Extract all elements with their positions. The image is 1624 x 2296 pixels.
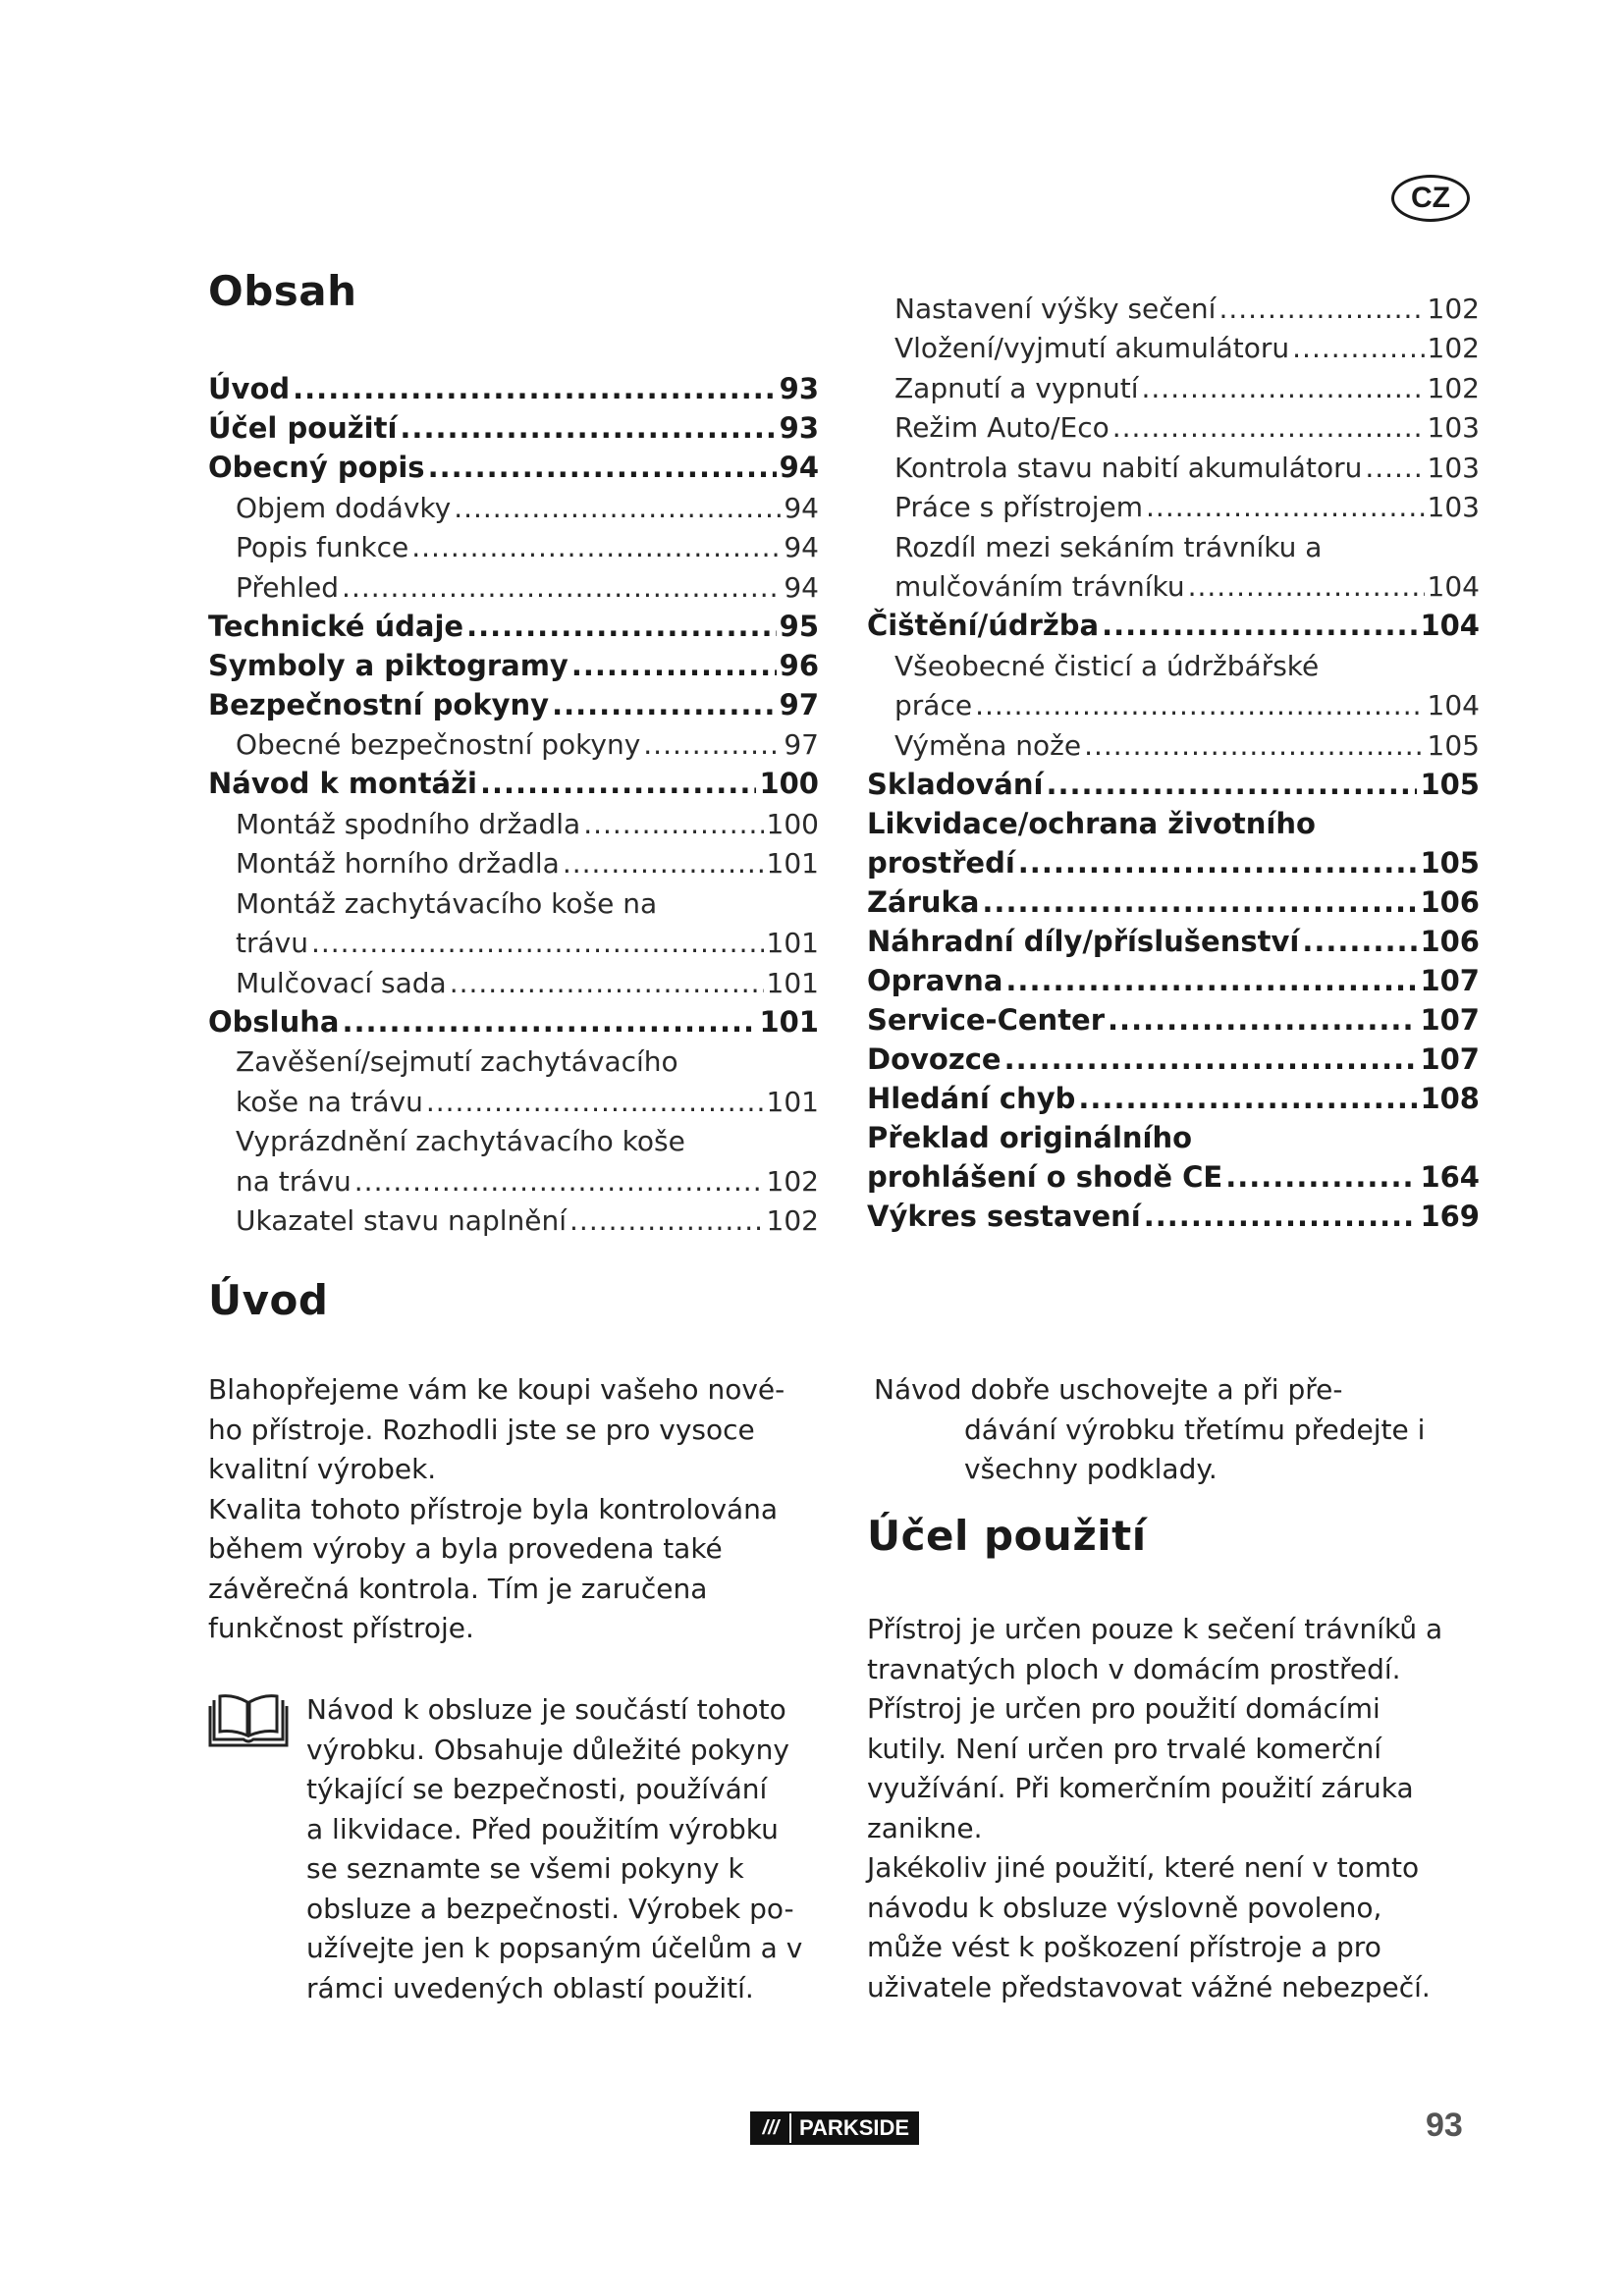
text-line: Jakékoliv jiné použití, které není v tomto bbox=[867, 1851, 1420, 1884]
text-line: výrobku. Obsahuje důležité pokyny bbox=[306, 1733, 789, 1766]
toc-entry-page: 94 bbox=[784, 570, 819, 604]
toc-entry-title: Bezpečnostní pokyny bbox=[208, 687, 550, 721]
toc-entry bbox=[208, 403, 819, 443]
toc-entry-page: 94 bbox=[779, 451, 819, 484]
toc-entry-title: Výkres sestavení bbox=[867, 1199, 1141, 1233]
uvod-note-paragraph bbox=[306, 1690, 837, 2008]
toc-entry bbox=[867, 482, 1480, 522]
toc-entry-page: 97 bbox=[779, 687, 819, 721]
toc-entry-page: 100 bbox=[759, 767, 819, 800]
toc-leader-dots bbox=[411, 534, 781, 561]
toc-entry bbox=[867, 1192, 1480, 1231]
toc-entry-page: 100 bbox=[766, 807, 819, 840]
toc-entry-title: Čištění/údržba bbox=[867, 609, 1100, 642]
toc-right-column bbox=[867, 283, 1480, 1231]
logo-brand: PARKSIDE bbox=[789, 2113, 917, 2143]
toc-entry-title: Rozdíl mezi sekáním trávníku a bbox=[894, 530, 1323, 563]
text-line: obsluze a bezpečnosti. Výrobek po- bbox=[306, 1892, 794, 1925]
toc-entry-title: prohlášení o shodě CE bbox=[867, 1159, 1223, 1194]
toc-leader-dots bbox=[1102, 612, 1417, 640]
toc-entry bbox=[867, 956, 1480, 995]
toc-entry bbox=[208, 838, 819, 879]
toc-leader-dots bbox=[1302, 928, 1417, 956]
text-line: závěrečná kontrola. Tím je zaručena bbox=[208, 1572, 708, 1605]
toc-entry-title: na trávu bbox=[236, 1164, 352, 1198]
text-line: Přístroj je určen pouze k sečení trávníků a bbox=[867, 1613, 1443, 1645]
toc-entry-page: 107 bbox=[1420, 1041, 1480, 1076]
ucel-heading: Účel použití bbox=[867, 1512, 1147, 1560]
toc-leader-dots bbox=[480, 770, 757, 798]
toc-entry-title: Účel použití bbox=[208, 411, 398, 445]
toc-entry-page: 103 bbox=[1427, 451, 1480, 484]
toc-entry bbox=[208, 443, 819, 482]
toc-entry bbox=[208, 997, 819, 1037]
toc-entry bbox=[867, 283, 1480, 323]
text-line: využívání. Při komerčním použití záruka bbox=[867, 1772, 1414, 1804]
toc-entry-title: Přehled bbox=[236, 570, 340, 604]
toc-entry bbox=[208, 522, 819, 562]
text-line: zanikne. bbox=[867, 1811, 983, 1844]
toc-entry bbox=[208, 364, 819, 403]
toc-entry-page: 102 bbox=[1427, 332, 1480, 364]
toc-entry-page: 105 bbox=[1427, 728, 1480, 762]
toc-leader-dots bbox=[450, 970, 764, 997]
toc-entry-title: Obecné bezpečnostní pokyny bbox=[236, 728, 641, 761]
toc-entry-page: 104 bbox=[1420, 609, 1480, 642]
toc-left-column bbox=[208, 364, 819, 1235]
text-line: může vést k poškození přístroje a pro bbox=[867, 1931, 1381, 1963]
toc-entry-continued bbox=[867, 799, 1480, 838]
toc-entry bbox=[208, 1076, 819, 1116]
toc-leader-dots bbox=[975, 692, 1424, 720]
toc-entry-page: 104 bbox=[1427, 689, 1480, 721]
toc-entry-page: 101 bbox=[759, 1004, 819, 1039]
parkside-logo bbox=[750, 2111, 919, 2145]
toc-leader-dots bbox=[1365, 454, 1424, 482]
text-line: všechny podklady. bbox=[964, 1453, 1218, 1485]
toc-entry-title: Zapnutí a vypnutí bbox=[894, 371, 1139, 404]
toc-entry bbox=[208, 561, 819, 602]
text-line: během výroby a byla provedena také bbox=[208, 1532, 723, 1565]
toc-entry-page: 107 bbox=[1420, 1002, 1480, 1037]
toc-entry-page: 93 bbox=[779, 372, 819, 405]
toc-entry-title: Likvidace/ochrana životního bbox=[867, 806, 1316, 840]
toc-entry-title: Vložení/vyjmutí akumulátoru bbox=[894, 332, 1290, 364]
toc-entry-page: 106 bbox=[1420, 924, 1480, 958]
toc-entry-continued bbox=[867, 640, 1480, 680]
toc-leader-dots bbox=[454, 495, 781, 522]
toc-entry-title: Montáž spodního držadla bbox=[236, 807, 581, 840]
toc-entry bbox=[867, 561, 1480, 602]
open-book-icon bbox=[208, 1692, 289, 1749]
toc-entry-page: 101 bbox=[766, 1085, 819, 1118]
toc-entry-page: 95 bbox=[779, 609, 819, 643]
language-badge: CZ bbox=[1391, 175, 1470, 222]
toc-leader-dots bbox=[1078, 1085, 1417, 1113]
toc-entry bbox=[208, 720, 819, 760]
toc-leader-dots bbox=[1004, 1045, 1418, 1074]
text-line: Návod dobře uschovejte a při pře- bbox=[874, 1373, 1343, 1406]
toc-leader-dots bbox=[428, 454, 777, 482]
toc-entry-title: koše na trávu bbox=[236, 1085, 423, 1118]
toc-entry-title: Výměna nože bbox=[894, 728, 1082, 762]
toc-entry bbox=[208, 602, 819, 641]
toc-leader-dots bbox=[1108, 1006, 1417, 1035]
toc-entry-title: Překlad originálního bbox=[867, 1120, 1193, 1154]
toc-leader-dots bbox=[1292, 335, 1424, 362]
toc-leader-dots bbox=[583, 811, 763, 838]
toc-entry bbox=[867, 362, 1480, 402]
toc-entry bbox=[208, 641, 819, 680]
toc-entry-title: Všeobecné čisticí a údržbářské bbox=[894, 649, 1320, 682]
toc-entry-title: Záruka bbox=[867, 884, 980, 919]
toc-entry bbox=[867, 760, 1480, 799]
toc-entry-title: Práce s přístrojem bbox=[894, 491, 1144, 523]
toc-leader-dots bbox=[342, 574, 781, 602]
toc-entry-continued bbox=[208, 1116, 819, 1156]
toc-entry-continued bbox=[867, 1113, 1480, 1152]
toc-entry-page: 96 bbox=[779, 648, 819, 682]
text-line: uživatele představovat vážné nebezpečí. bbox=[867, 1970, 1431, 2003]
toc-entry bbox=[867, 1152, 1480, 1192]
toc-leader-dots bbox=[1084, 732, 1424, 760]
ucel-paragraph bbox=[867, 1610, 1476, 2007]
uvod-paragraph bbox=[208, 1370, 817, 1649]
toc-entry-title: Vyprázdnění zachytávacího koše bbox=[236, 1125, 685, 1157]
toc-entry bbox=[867, 680, 1480, 721]
toc-entry-title: Skladování bbox=[867, 767, 1044, 801]
toc-entry-title: mulčováním trávníku bbox=[894, 570, 1185, 603]
toc-leader-dots bbox=[400, 414, 776, 443]
toc-entry-title: Service-Center bbox=[867, 1002, 1106, 1037]
toc-leader-dots bbox=[1225, 1163, 1417, 1192]
toc-entry-page: 104 bbox=[1427, 570, 1480, 603]
toc-leader-dots bbox=[1144, 1202, 1418, 1231]
toc-entry-page: 103 bbox=[1427, 491, 1480, 523]
toc-leader-dots bbox=[552, 691, 777, 720]
toc-entry bbox=[867, 442, 1480, 482]
text-line: návodu k obsluze výslovně povoleno, bbox=[867, 1891, 1382, 1924]
toc-entry bbox=[208, 1155, 819, 1196]
toc-entry-page: 107 bbox=[1420, 963, 1480, 997]
toc-entry-page: 103 bbox=[1427, 411, 1480, 444]
toc-heading: Obsah bbox=[208, 267, 357, 315]
text-line: a likvidace. Před použitím výrobku bbox=[306, 1812, 779, 1845]
toc-entry bbox=[867, 720, 1480, 760]
toc-leader-dots bbox=[342, 1008, 756, 1037]
text-line: týkající se bezpečnosti, používání bbox=[306, 1773, 768, 1805]
toc-entry bbox=[867, 402, 1480, 443]
toc-entry-title: Technické údaje bbox=[208, 609, 464, 643]
toc-entry-title: Kontrola stavu nabití akumulátoru bbox=[894, 451, 1363, 484]
toc-entry-title: Úvod bbox=[208, 372, 291, 405]
toc-leader-dots bbox=[1142, 375, 1425, 402]
toc-entry-title: prostředí bbox=[867, 845, 1015, 880]
text-line: Blahopřejeme vám ke koupi vašeho nové- bbox=[208, 1373, 785, 1406]
toc-leader-dots bbox=[466, 613, 777, 641]
toc-entry bbox=[208, 1196, 819, 1236]
toc-leader-dots bbox=[643, 731, 781, 759]
text-line: funkčnost přístroje. bbox=[208, 1612, 474, 1644]
toc-leader-dots bbox=[571, 652, 777, 680]
toc-entry-title: Popis funkce bbox=[236, 531, 409, 563]
toc-leader-dots bbox=[1046, 771, 1417, 799]
toc-entry-continued bbox=[208, 1037, 819, 1077]
toc-entry bbox=[208, 798, 819, 838]
toc-entry bbox=[208, 482, 819, 522]
toc-entry-page: 94 bbox=[784, 531, 819, 563]
text-line: se seznamte se všemi pokyny k bbox=[306, 1852, 744, 1885]
toc-entry bbox=[208, 759, 819, 798]
toc-entry-title: Objem dodávky bbox=[236, 491, 452, 524]
toc-entry-page: 164 bbox=[1420, 1159, 1480, 1194]
logo-stripes: /// bbox=[752, 2113, 789, 2143]
toc-entry-page: 106 bbox=[1420, 884, 1480, 919]
toc-leader-dots bbox=[1005, 967, 1417, 995]
toc-leader-dots bbox=[1188, 573, 1425, 601]
toc-entry-page: 93 bbox=[779, 411, 819, 445]
text-line: kvalitní výrobek. bbox=[208, 1453, 437, 1485]
toc-entry-title: Symboly a piktogramy bbox=[208, 648, 568, 682]
uvod-right-paragraph bbox=[874, 1370, 1483, 1490]
toc-entry-page: 101 bbox=[766, 966, 819, 999]
toc-entry-title: Mulčovací sada bbox=[236, 966, 447, 999]
toc-leader-dots bbox=[563, 850, 764, 878]
toc-leader-dots bbox=[354, 1168, 764, 1196]
toc-entry-title: Opravna bbox=[867, 963, 1003, 997]
text-line: kutily. Není určen pro trvalé komerční bbox=[867, 1732, 1382, 1765]
toc-leader-dots bbox=[1018, 849, 1418, 878]
toc-entry bbox=[208, 680, 819, 720]
toc-entry-continued bbox=[208, 878, 819, 918]
toc-entry bbox=[208, 918, 819, 958]
toc-entry-continued bbox=[867, 521, 1480, 561]
toc-entry bbox=[867, 1074, 1480, 1113]
toc-entry-title: Návod k montáži bbox=[208, 767, 477, 800]
toc-entry bbox=[867, 1035, 1480, 1074]
toc-leader-dots bbox=[293, 375, 777, 403]
toc-entry-page: 108 bbox=[1420, 1081, 1480, 1115]
text-line: ho přístroje. Rozhodli jste se pro vysoce bbox=[208, 1413, 755, 1446]
text-line: rámci uvedených oblastí použití. bbox=[306, 1971, 754, 2004]
toc-entry-page: 105 bbox=[1420, 845, 1480, 880]
toc-entry bbox=[867, 995, 1480, 1035]
toc-entry-page: 169 bbox=[1420, 1199, 1480, 1233]
toc-entry-page: 102 bbox=[1427, 292, 1480, 325]
toc-leader-dots bbox=[1146, 494, 1425, 521]
text-line: travnatých ploch v domácím prostředí. bbox=[867, 1652, 1401, 1685]
toc-entry bbox=[867, 601, 1480, 640]
toc-entry-page: 102 bbox=[766, 1204, 819, 1237]
toc-entry-title: práce bbox=[894, 689, 973, 721]
text-line: dávání výrobku třetímu předejte i bbox=[964, 1413, 1426, 1446]
toc-entry-title: Ukazatel stavu naplnění bbox=[236, 1204, 568, 1237]
toc-entry bbox=[867, 917, 1480, 956]
page-number: 93 bbox=[1426, 2107, 1463, 2144]
toc-entry-page: 102 bbox=[766, 1164, 819, 1198]
toc-entry-title: Montáž zachytávacího koše na bbox=[236, 886, 658, 920]
toc-entry bbox=[208, 957, 819, 997]
toc-entry-title: Obsluha bbox=[208, 1004, 340, 1039]
toc-leader-dots bbox=[982, 888, 1417, 917]
toc-leader-dots bbox=[569, 1207, 764, 1235]
toc-entry-title: Hledání chyb bbox=[867, 1081, 1076, 1115]
toc-entry-title: Zavěšení/sejmutí zachytávacího bbox=[236, 1045, 678, 1078]
toc-entry-title: Obecný popis bbox=[208, 451, 425, 484]
toc-entry-title: Nastavení výšky sečení bbox=[894, 292, 1217, 325]
toc-leader-dots bbox=[426, 1089, 764, 1116]
toc-entry-page: 101 bbox=[766, 927, 819, 959]
toc-leader-dots bbox=[311, 930, 764, 957]
toc-entry-page: 97 bbox=[784, 728, 819, 761]
toc-entry-page: 105 bbox=[1420, 767, 1480, 801]
uvod-heading: Úvod bbox=[208, 1276, 329, 1324]
toc-entry-title: trávu bbox=[236, 927, 308, 959]
text-line: Přístroj je určen pro použití domácími bbox=[867, 1692, 1380, 1725]
toc-entry-page: 102 bbox=[1427, 371, 1480, 404]
text-line: Kvalita tohoto přístroje byla kontrolována bbox=[208, 1492, 779, 1525]
toc-entry-page: 94 bbox=[784, 491, 819, 524]
toc-entry bbox=[867, 838, 1480, 878]
toc-entry bbox=[867, 878, 1480, 917]
toc-entry-title: Dovozce bbox=[867, 1041, 1001, 1076]
toc-entry-title: Montáž horního držadla bbox=[236, 847, 560, 880]
toc-entry-title: Náhradní díly/příslušenství bbox=[867, 924, 1300, 958]
toc-leader-dots bbox=[1112, 414, 1425, 442]
toc-leader-dots bbox=[1218, 295, 1424, 323]
text-line: Návod k obsluze je součástí tohoto bbox=[306, 1693, 786, 1726]
text-line: užívejte jen k popsaným účelům a v bbox=[306, 1932, 803, 1964]
toc-entry-title: Režim Auto/Eco bbox=[894, 411, 1110, 444]
toc-entry bbox=[867, 323, 1480, 363]
toc-entry-page: 101 bbox=[766, 847, 819, 880]
